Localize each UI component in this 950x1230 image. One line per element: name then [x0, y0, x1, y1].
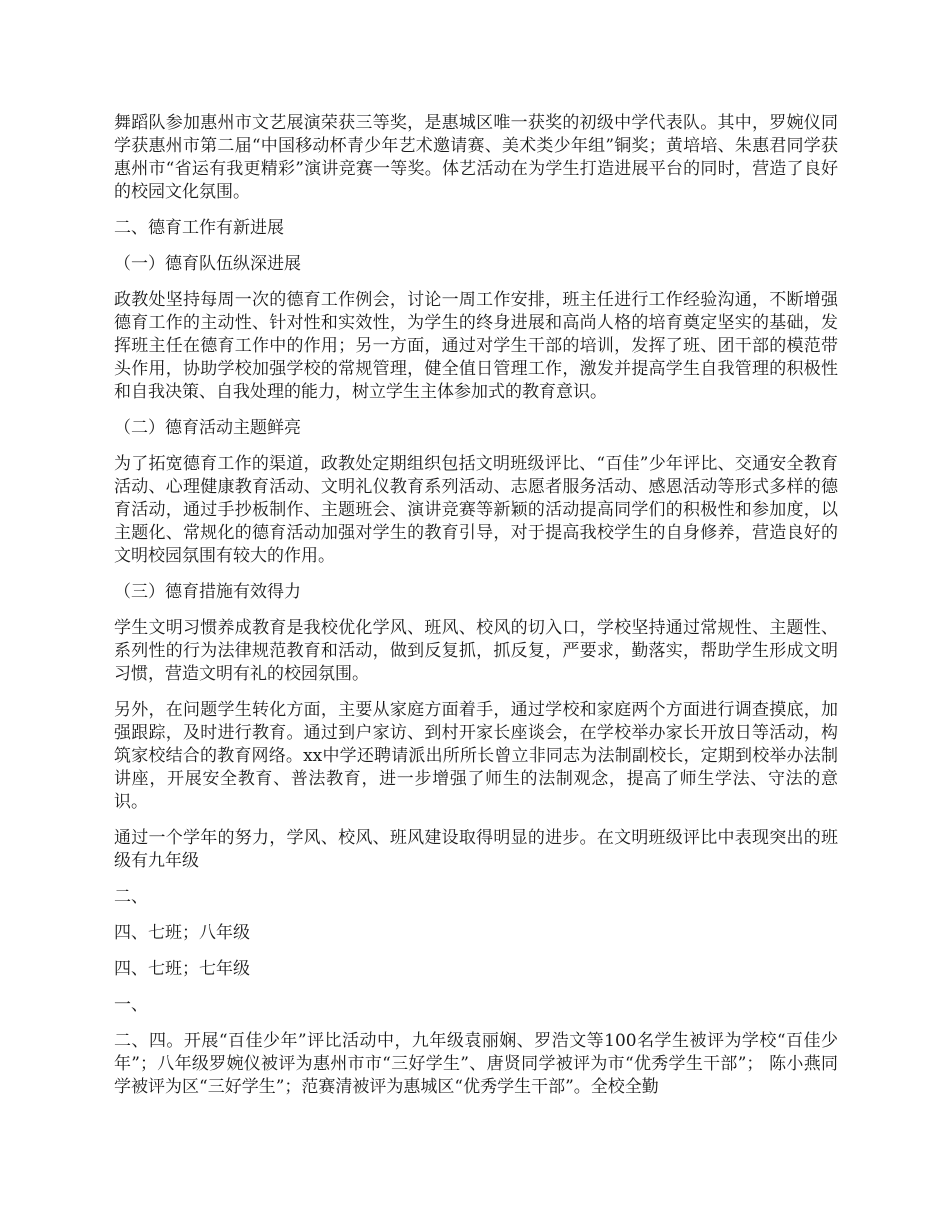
- body-paragraph: 另外，在问题学生转化方面，主要从家庭方面着手，通过学校和家庭两个方面进行调查摸底，加强跟踪，及时进行教育。通过到户家访、到村开家长座谈会，在学校举办家长开放日等活动，构筑家校结合的教育网络。xx中学还聘请派出所所长曾立非同志为法制副校长，定期到校举办法制讲座，开展安全教育、普法教育，进一步增强了师生的法制观念，提高了师生学法、守法的意识。: [114, 700, 838, 812]
- subsection-heading: （二）德育活动主题鲜亮: [114, 418, 301, 438]
- body-paragraph: 政教处坚持每周一次的德育工作例会，讨论一周工作安排，班主任进行工作经验沟通，不断增强德育工作的主动性、针对性和实效性，为学生的终身进展和高尚人格的培育奠定坚实的基础，发挥班主任在德育工作中的作用；另一方面，通过对学生干部的培训，发挥了班、团干部的模范带头作用，协助学校加强学校的常规管理，健全值日管理工作，激发并提高学生自我管理的积极性和自我决策、自我处理的能力，树立学生主体参加式的教育意识。: [114, 290, 838, 402]
- body-paragraph: 学生文明习惯养成教育是我校优化学风、班风、校风的切入口，学校坚持通过常规性、主题性、系列性的行为法律规范教育和活动，做到反复抓，抓反复，严要求，勤落实，帮助学生形成文明习惯，营造文明有礼的校园氛围。: [114, 618, 838, 684]
- list-fragment: 一、: [114, 995, 148, 1015]
- subsection-heading: （一）德育队伍纵深进展: [114, 254, 301, 274]
- body-paragraph: 舞蹈队参加惠州市文艺展演荣获三等奖，是惠城区唯一获奖的初级中学代表队。其中，罗婉仪同学获惠州市第二届“中国移动杯青少年艺术邀请赛、美术类少年组”铜奖；黄培培、朱惠君同学获惠州市“省运有我更精彩”演讲竞赛一等奖。体艺活动在为学生打造进展平台的同时，营造了良好的校园文化氛围。: [114, 113, 838, 202]
- document-page: [114, 112, 838, 1112]
- list-fragment: 二、: [114, 887, 148, 907]
- body-paragraph: 二、四。开展“百佳少年”评比活动中，九年级袁丽娴、罗浩文等100名学生被评为学校“百佳少年”；八年级罗婉仪被评为惠州市市“三好学生”、唐贤同学被评为市“优秀学生干部”； 陈小燕同学被评为区“三好学生”；范赛清被评为惠城区“优秀学生干部”。全校全勤: [114, 1031, 838, 1097]
- body-paragraph: 为了拓宽德育工作的渠道，政教处定期组织包括文明班级评比、“百佳”少年评比、交通安全教育活动、心理健康教育活动、文明礼仪教育系列活动、志愿者服务活动、感恩活动等形式多样的德育活动，通过手抄板制作、主题班会、演讲竞赛等新颖的活动提高同学们的积极性和参加度，以主题化、常规化的德育活动加强对学生的教育引导，对于提高我校学生的自身修养，营造良好的文明校园氛围有较大的作用。: [114, 454, 838, 566]
- subsection-heading: （三）德育措施有效得力: [114, 582, 301, 602]
- body-paragraph: 通过一个学年的努力，学风、校风、班风建设取得明显的进步。在文明班级评比中表现突出的班级有九年级: [114, 828, 838, 871]
- list-fragment: 四、七班；七年级: [114, 959, 250, 979]
- list-fragment: 四、七班；八年级: [114, 923, 250, 943]
- section-heading: 二、德育工作有新进展: [114, 218, 284, 238]
